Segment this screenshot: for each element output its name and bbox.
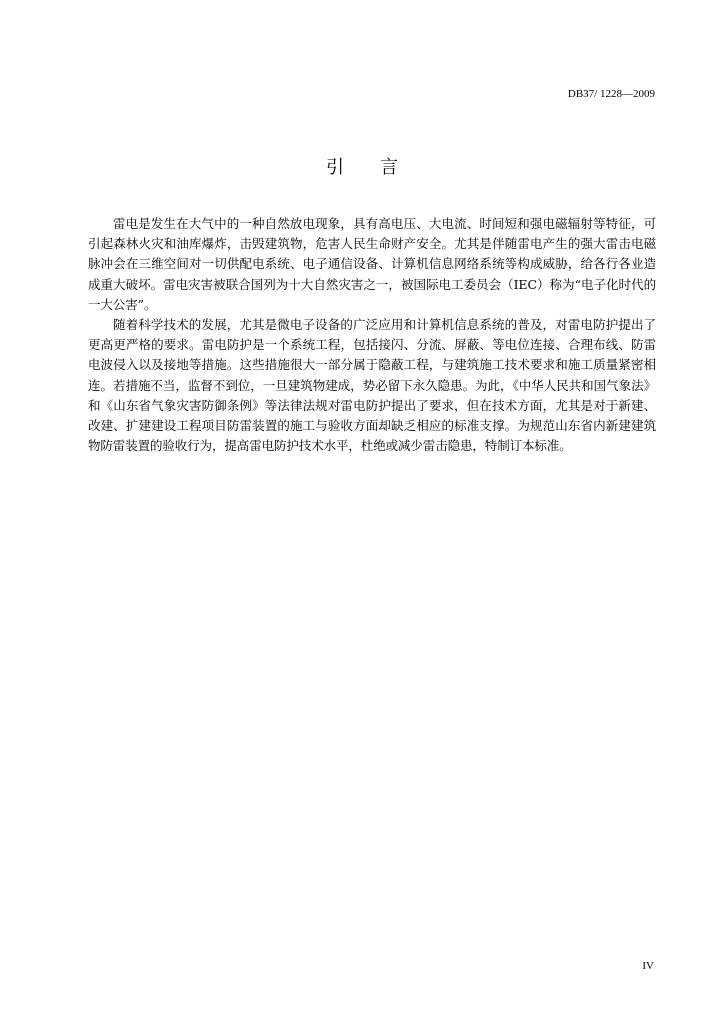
- introduction-body: [88, 214, 656, 456]
- paragraph-1: 雷电是发生在大气中的一种自然放电现象，具有高电压、大电流、时间短和强电磁辐射等特征，可引起森林火灾和油库爆炸，击毁建筑物，危害人民生命财产安全。尤其是伴随雷电产生的强大雷击电磁脉冲会在三维空间对一切供配电系统、电子通信设备、计算机信息网络系统等构成威胁，给各行各业造成重大破坏。雷电灾害被联合国列为十大自然灾害之一，被国际电工委员会（IEC）称为“电子化时代的一大公害”。: [88, 216, 656, 312]
- paragraph-2: 随着科学技术的发展，尤其是微电子设备的广泛应用和计算机信息系统的普及，对雷电防护提出了更高更严格的要求。雷电防护是一个系统工程，包括接闪、分流、屏蔽、等电位连接、合理布线、防雷电波侵入以及接地等措施。这些措施很大一部分属于隐蔽工程，与建筑施工技术要求和施工质量紧密相连。若措施不当，监督不到位，一旦建筑物建成，势必留下永久隐患。为此，《中华人民共和国气象法》和《山东省气象灾害防御条例》等法律法规对雷电防护提出了要求，但在技术方面，尤其是对于新建、改建、扩建建设工程项目防雷装置的施工与验收方面却缺乏相应的标准支撑。为规范山东省内新建建筑物防雷装置的验收行为，提高雷电防护技术水平，杜绝或减少雷击隐患，特制订本标准。: [88, 317, 656, 454]
- page-number: IV: [642, 960, 654, 972]
- standard-number: DB37/ 1228—2009: [567, 88, 655, 100]
- page-title: 引言: [326, 157, 434, 178]
